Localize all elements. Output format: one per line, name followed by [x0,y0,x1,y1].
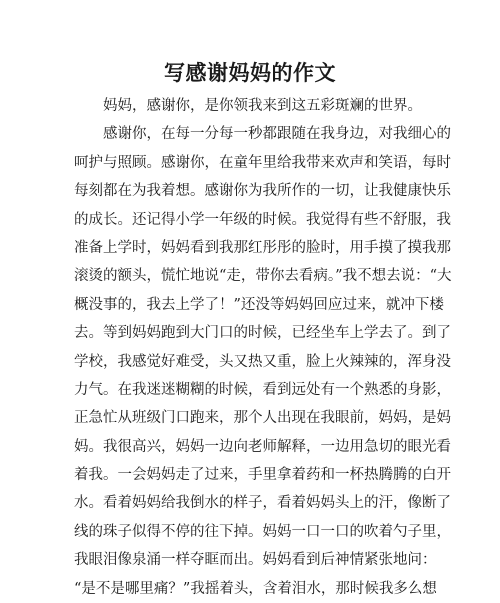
text-line: 着我。一会妈妈走了过来，手里拿着药和一杯热腾腾的白开 [74,467,451,484]
text-line: 妈妈，感谢你，是你领我来到这五彩斑斓的世界。 [103,98,422,114]
text-line: 去。等到妈妈跑到大门口的时候，已经坐车上学去了。到了 [74,325,451,342]
text-line: 感谢你，在每一分每一秒都跟随在我身边，对我细心的 [103,126,451,143]
text-line: 正急忙从班级门口跑来，那个人出现在我眼前，妈妈，是妈 [74,410,451,427]
text-line: “是不是哪里痛？”我摇着头，含着泪水，那时候我多么想 [74,580,437,597]
text-line: 学校，我感觉好难受，头又热又重，脸上火辣辣的，浑身没 [74,353,451,370]
document-title: 写感谢妈妈的作文 [164,60,336,85]
text-line: 线的珠子似得不停的往下掉。妈妈一口一口的吹着勺子里， [74,523,451,540]
text-line: 滚烫的额头，慌忙地说“走，带你去看病。”我不想去说：“大 [74,268,452,285]
text-line: 每刻都在为我着想。感谢你为我所作的一切，让我健康快乐 [74,183,451,200]
text-line: 概没事的，我去上学了！”还没等妈妈回应过来，就冲下楼 [74,296,444,313]
text-line: 呵护与照顾。感谢你，在童年里给我带来欢声和笑语，每时 [74,154,451,171]
text-line: 妈。我很高兴，妈妈一边向老师解释，一边用急切的眼光看 [74,438,451,455]
text-line: 水。看着妈妈给我倒水的样子，看着妈妈头上的汗，像断了 [74,495,451,512]
text-line: 我眼泪像泉涌一样夺眶而出。妈妈看到后神情紧张地问： [74,552,437,569]
document-body [74,92,452,603]
text-line: 准备上学时，妈妈看到我那红彤彤的脸时，用手摸了摸我那 [74,239,451,256]
text-line: 力气。在我迷迷糊糊的时候，看到远处有一个熟悉的身影， [74,381,451,398]
text-line: 的成长。还记得小学一年级的时候。我觉得有些不舒服，我 [74,211,451,228]
